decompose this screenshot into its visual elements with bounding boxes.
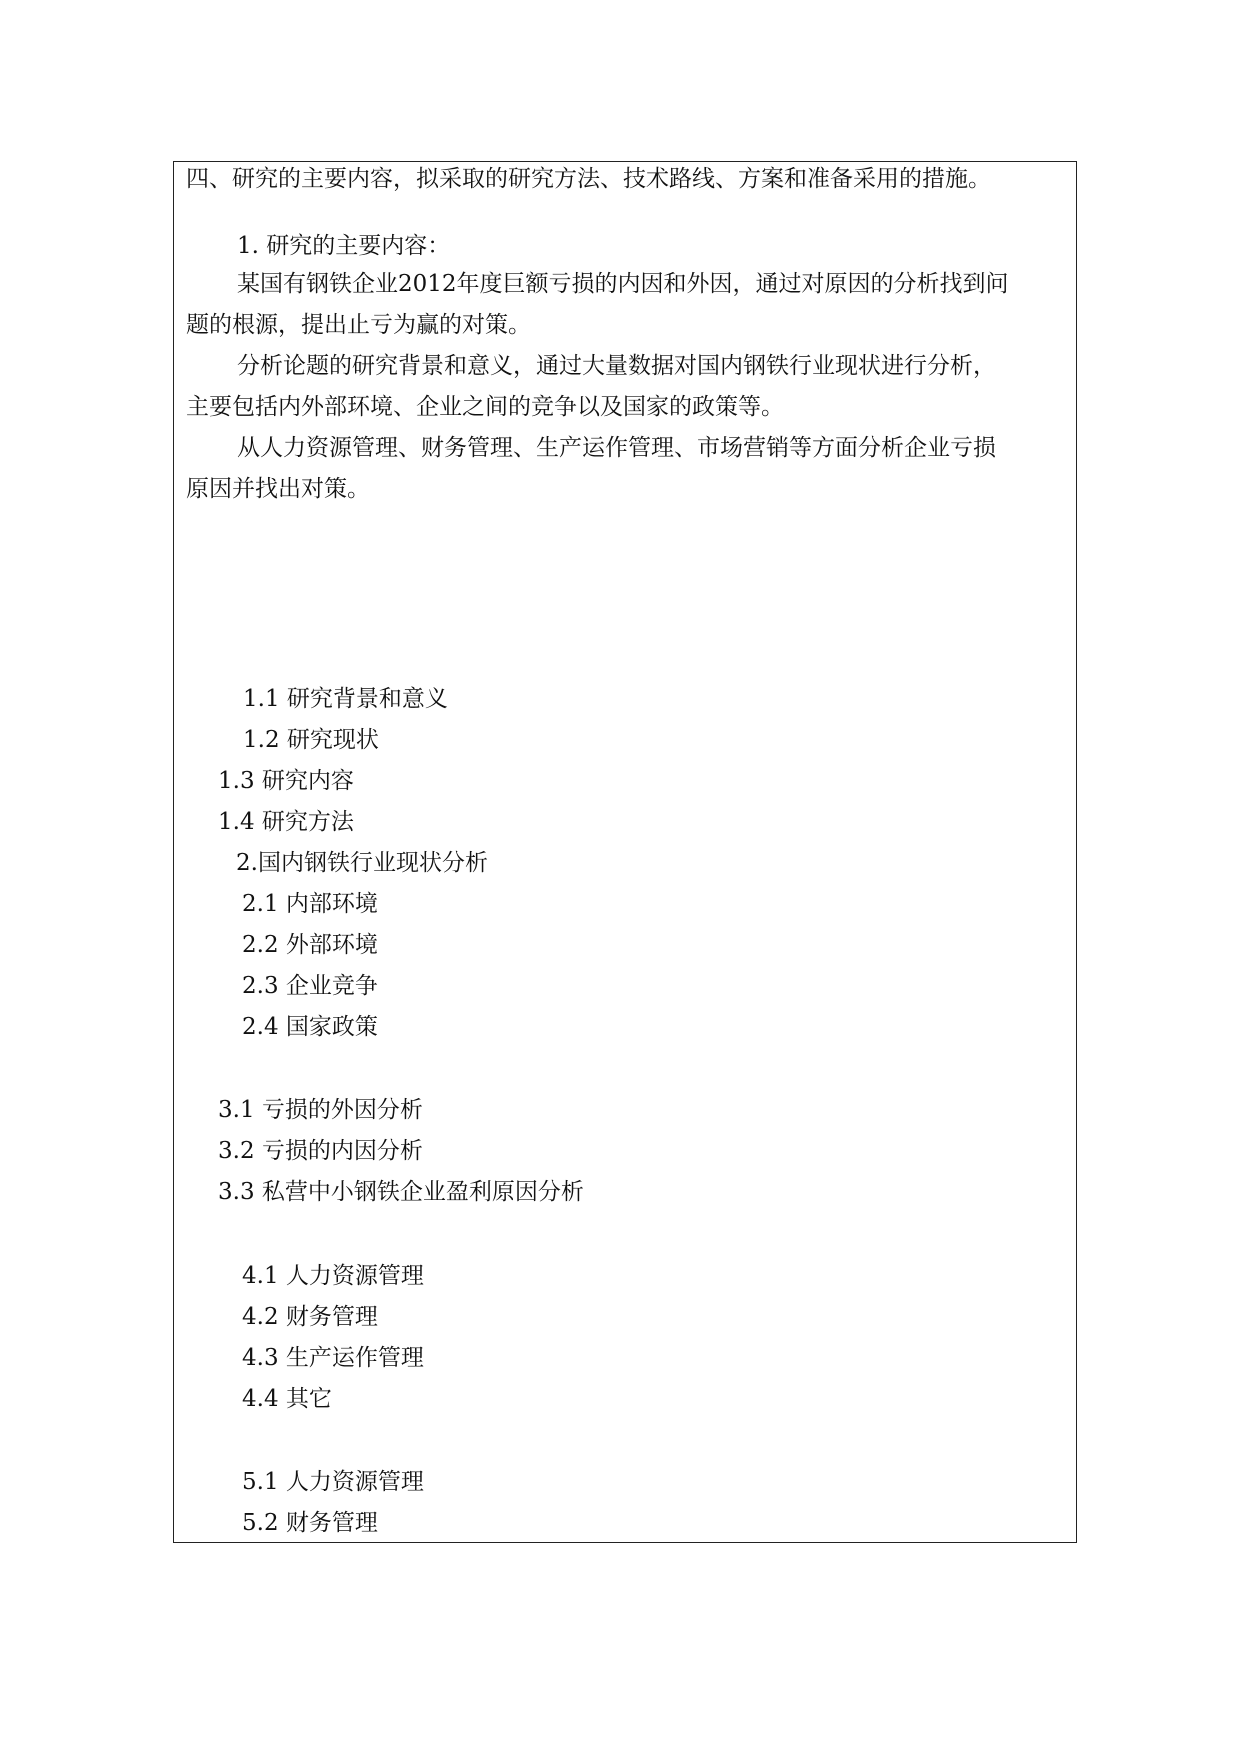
outline-item: 2.3 企业竞争: [242, 973, 378, 999]
outline-item: 3.2 亏损的内因分析: [218, 1138, 423, 1164]
outline-item: 3.3 私营中小钢铁企业盈利原因分析: [218, 1179, 584, 1205]
outline-item: 1.4 研究方法: [218, 809, 354, 835]
outline-item: 1.1 研究背景和意义: [243, 686, 448, 712]
outline-item: 1.3 研究内容: [218, 768, 354, 794]
outline-item: 1.2 研究现状: [243, 727, 379, 753]
outline-item: 2.4 国家政策: [242, 1014, 378, 1040]
paragraph-3-line-2: 原因并找出对策。: [186, 476, 370, 502]
outline-item: 2.1 内部环境: [242, 891, 378, 917]
outline-item: 5.2 财务管理: [242, 1510, 378, 1536]
outline-item: 4.4 其它: [242, 1386, 332, 1412]
outline-item: 4.2 财务管理: [242, 1304, 378, 1330]
outline-item: 5.1 人力资源管理: [242, 1469, 424, 1495]
outline-item: 2.2 外部环境: [242, 932, 378, 958]
paragraph-1-line-2: 题的根源，提出止亏为赢的对策。: [186, 312, 531, 338]
subheading: 1. 研究的主要内容：: [237, 233, 451, 259]
outline-item: 3.1 亏损的外因分析: [218, 1097, 423, 1123]
outline-item: 4.3 生产运作管理: [242, 1345, 424, 1371]
paragraph-2-line-1: 分析论题的研究背景和意义，通过大量数据对国内钢铁行业现状进行分析，: [237, 353, 996, 379]
paragraph-3-line-1: 从人力资源管理、财务管理、生产运作管理、市场营销等方面分析企业亏损: [237, 435, 996, 461]
outline-item: 4.1 人力资源管理: [242, 1263, 424, 1289]
paragraph-2-line-2: 主要包括内外部环境、企业之间的竞争以及国家的政策等。: [186, 394, 784, 420]
paragraph-1-line-1: 某国有钢铁企业2012年度巨额亏损的内因和外因，通过对原因的分析找到问: [237, 271, 1009, 297]
outline-item: 2.国内钢铁行业现状分析: [236, 850, 488, 876]
section-heading: 四、研究的主要内容，拟采取的研究方法、技术路线、方案和准备采用的措施。: [186, 166, 991, 192]
